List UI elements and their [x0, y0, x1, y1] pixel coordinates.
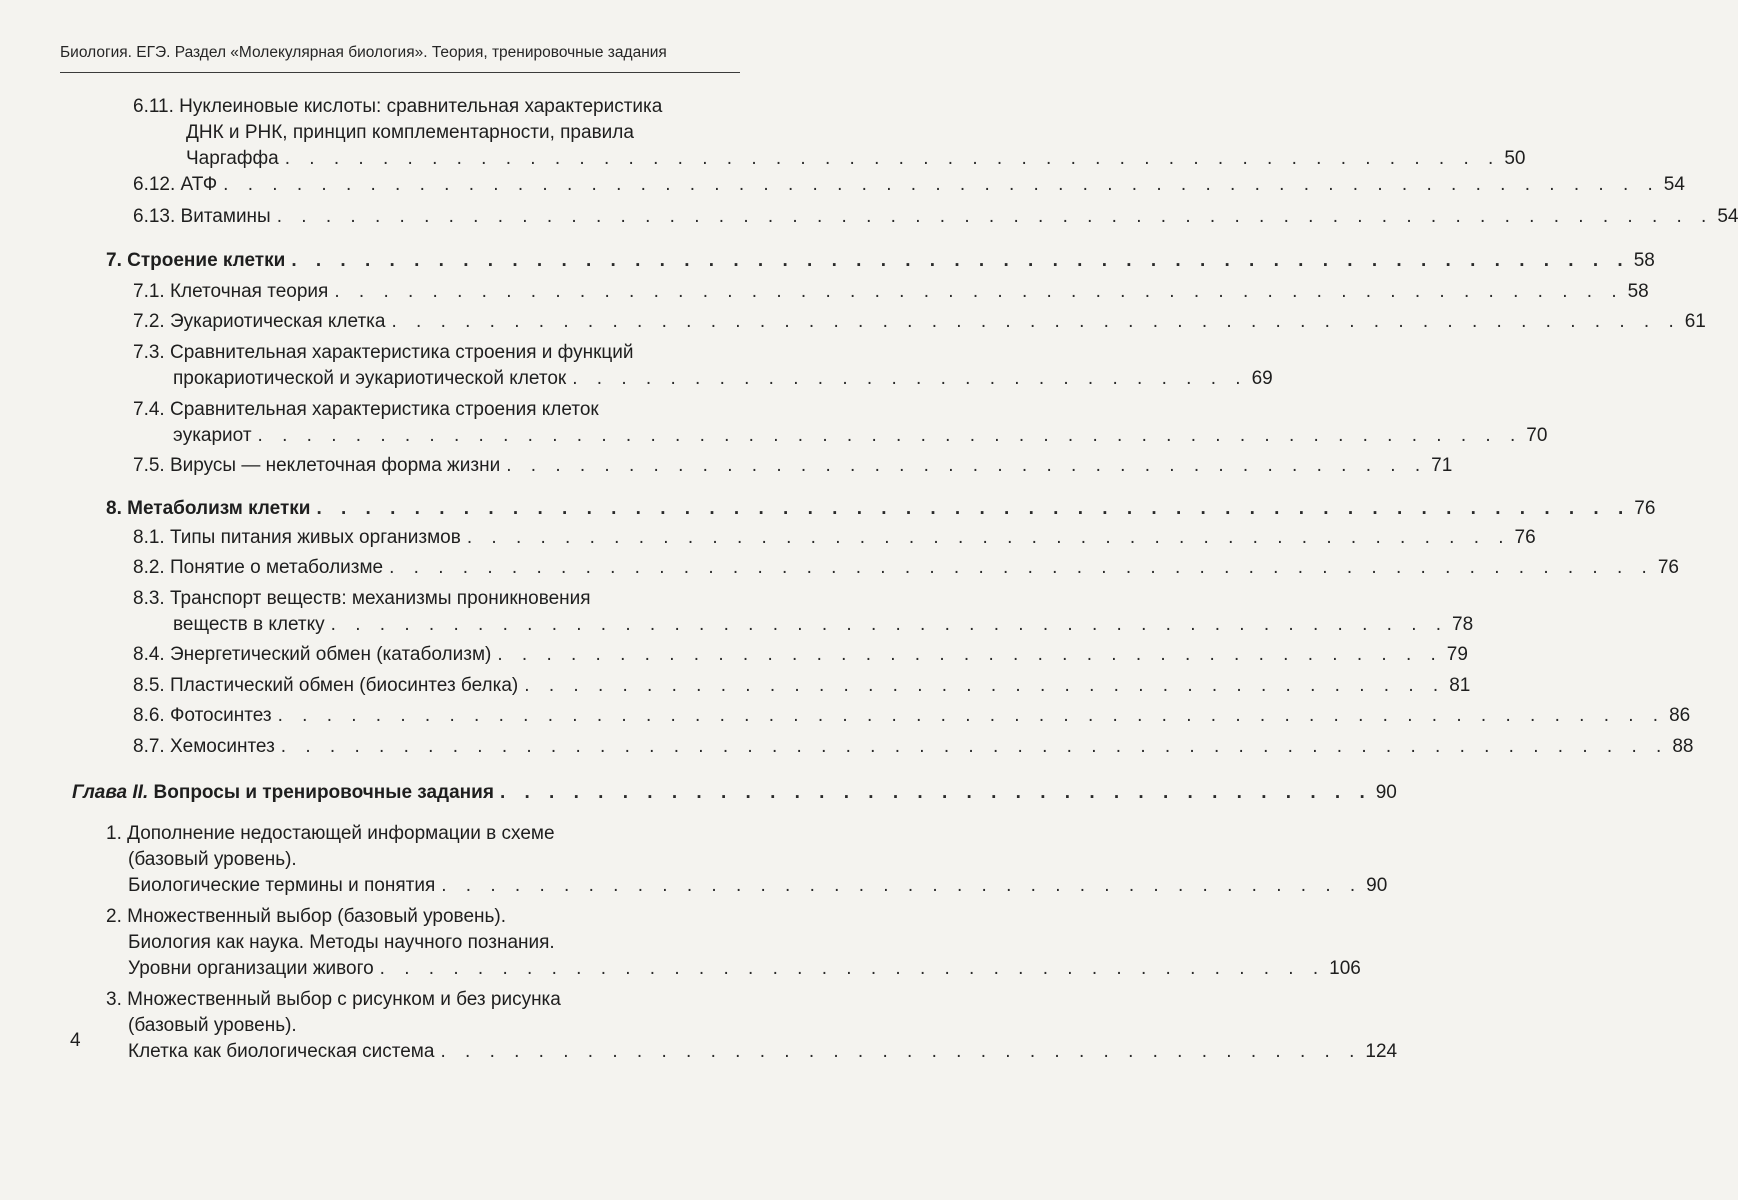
toc-section-8	[106, 496, 1656, 522]
toc-page-number: 54	[1663, 174, 1685, 195]
toc-entry-text: 6.11. Нуклеиновые кислоты: сравнительная характеристика	[133, 96, 663, 117]
dot-leader: . . . . . . . . . . . . . . . . . . . . . . . . . . . . . . . . . . . . . . . . . . . . . . . . . . . . . . . . . . .	[223, 174, 1660, 195]
toc-entry-title: 7.5. Вирусы — неклеточная форма жизни	[133, 455, 501, 476]
toc-page-number: 106	[1329, 958, 1361, 979]
dot-leader: . . . . . . . . . . . . . . . . . . . . . . . . . . . . . . . . . . . . . . . . . . . . . . . . . . . . .	[391, 311, 1681, 332]
toc-entry-8-6	[133, 703, 1691, 729]
toc-entry-text: 3. Множественный выбор с рисунком и без рисунка	[106, 989, 561, 1010]
toc-entry-title: Уровни организации живого	[128, 958, 374, 979]
toc-entry-task-1	[106, 821, 1388, 899]
header-rule	[60, 72, 740, 73]
toc-page-number: 70	[1526, 425, 1548, 446]
toc-entry-title: веществ в клетку	[173, 614, 325, 635]
dot-leader: . . . . . . . . . . . . . . . . . . . . . . . . . . . . . . . . . . . . . . . . . . . . . . . . . . . . . . . . .	[277, 705, 1666, 726]
dot-leader: . . . . . . . . . . . . . . . . . . . . . . . . . . . . . . . . . . . .	[499, 782, 1372, 803]
toc-entry-text: (базовый уровень).	[128, 1015, 297, 1036]
toc-entry-7-4	[133, 397, 1548, 449]
dot-leader: . . . . . . . . . . . . . . . . . . . . . . . . . . . . . . . . . . . . . . . . . . . . . . . . . . . .	[257, 425, 1523, 446]
toc-entry-title: 6.12. АТФ	[133, 174, 218, 195]
toc-page-number: 90	[1366, 875, 1388, 896]
toc-section-title: 7. Строение клетки	[106, 250, 286, 271]
chapter-prefix: Глава II.	[72, 782, 149, 803]
toc-page-number: 58	[1627, 281, 1649, 302]
toc-entry-8-3	[133, 586, 1474, 638]
toc-page-number: 69	[1251, 368, 1273, 389]
toc-page-number: 76	[1514, 527, 1536, 548]
dot-leader: . . . . . . . . . . . . . . . . . . . . . . . . . . . . . . . . . . . . . . . . . . . . . . . . . . . . . .	[316, 498, 1631, 519]
toc-entry-8-7	[133, 734, 1694, 760]
chapter-title: Вопросы и тренировочные задания	[153, 782, 494, 803]
toc-entry-6-12	[133, 172, 1685, 198]
dot-leader: . . . . . . . . . . . . . . . . . . . . . . . . . . . .	[572, 368, 1248, 389]
toc-section-7	[106, 248, 1655, 274]
running-header: Биология. ЕГЭ. Раздел «Молекулярная биология». Теория, тренировочные задания	[60, 44, 667, 61]
dot-leader: . . . . . . . . . . . . . . . . . . . . . . . . . . . . . . . . . . . . . . . . . . . . . .	[330, 614, 1449, 635]
toc-page-number: 54	[1717, 206, 1738, 227]
toc-entry-text: 7.3. Сравнительная характеристика строения и функций	[133, 342, 634, 363]
toc-entry-8-5	[133, 673, 1471, 699]
toc-entry-7-2	[133, 309, 1706, 335]
dot-leader: . . . . . . . . . . . . . . . . . . . . . . . . . . . . . . . . . . . . . . . . . . .	[466, 527, 1511, 548]
toc-entry-text: Биология как наука. Методы научного познания.	[128, 932, 555, 953]
toc-page-number: 81	[1449, 675, 1471, 696]
toc-entry-6-13	[133, 204, 1738, 230]
toc-entry-text: 2. Множественный выбор (базовый уровень).	[106, 906, 507, 927]
toc-page-number: 90	[1375, 782, 1397, 803]
dot-leader: . . . . . . . . . . . . . . . . . . . . . . . . . . . . . . . . . . . . . . .	[497, 644, 1443, 665]
page-number: 4	[70, 1030, 81, 1051]
toc-entry-title: 8.6. Фотосинтез	[133, 705, 272, 726]
toc-entry-7-5	[133, 453, 1453, 479]
toc-page-number: 61	[1684, 311, 1706, 332]
toc-page-number: 58	[1633, 250, 1655, 271]
toc-entry-7-3	[133, 340, 1273, 392]
toc-chapter-2	[72, 780, 1397, 806]
toc-entry-text: 8.3. Транспорт веществ: механизмы проникновения	[133, 588, 591, 609]
toc-page-number: 86	[1669, 705, 1691, 726]
toc-entry-title: 8.7. Хемосинтез	[133, 736, 275, 757]
toc-entry-title: Клетка как биологическая система	[128, 1041, 435, 1062]
dot-leader: . . . . . . . . . . . . . . . . . . . . . . . . . . . . . . . . . . . . . . . . . . . . . . . . . . . .	[389, 557, 1654, 578]
toc-entry-title: 8.1. Типы питания живых организмов	[133, 527, 461, 548]
dot-leader: . . . . . . . . . . . . . . . . . . . . . . . . . . . . . . . . . . . . . .	[441, 875, 1363, 896]
toc-section-title: 8. Метаболизм клетки	[106, 498, 311, 519]
dot-leader: . . . . . . . . . . . . . . . . . . . . . . . . . . . . . . . . . . . . . . .	[379, 958, 1326, 979]
toc-page-number: 71	[1431, 455, 1453, 476]
toc-entry-task-3	[106, 987, 1398, 1065]
toc-entry-title: прокариотической и эукариотической клеток	[173, 368, 567, 389]
dot-leader: . . . . . . . . . . . . . . . . . . . . . . . . . . . . . . . . . . . . . . . . . . . . . . . . . .	[284, 148, 1501, 169]
toc-entry-title: 8.4. Энергетический обмен (катаболизм)	[133, 644, 492, 665]
toc-entry-task-2	[106, 904, 1361, 982]
toc-entry-text: 7.4. Сравнительная характеристика строения клеток	[133, 399, 599, 420]
toc-page-number: 50	[1504, 148, 1526, 169]
toc-entry-title: Биологические термины и понятия	[128, 875, 436, 896]
toc-page-number: 78	[1452, 614, 1474, 635]
toc-entry-8-2	[133, 555, 1679, 581]
toc-page-number: 76	[1657, 557, 1679, 578]
toc-chapter-title	[72, 780, 494, 806]
dot-leader: . . . . . . . . . . . . . . . . . . . . . . . . . . . . . . . . . . . . . . . . . . . . . . . . . . . . .	[334, 281, 1624, 302]
toc-entry-8-1	[133, 525, 1536, 551]
toc-page-number: 76	[1634, 498, 1656, 519]
toc-entry-title: 7.2. Эукариотическая клетка	[133, 311, 386, 332]
toc-entry-title: Чаргаффа	[186, 148, 279, 169]
dot-leader: . . . . . . . . . . . . . . . . . . . . . . . . . . . . . . . . . . . . . .	[524, 675, 1446, 696]
toc-entry-text: (базовый уровень).	[128, 849, 297, 870]
toc-entry-title: 7.1. Клеточная теория	[133, 281, 329, 302]
toc-entry-title: 8.2. Понятие о метаболизме	[133, 557, 384, 578]
toc-entry-title: эукариот	[173, 425, 252, 446]
dot-leader: . . . . . . . . . . . . . . . . . . . . . . . . . . . . . . . . . . . . . .	[440, 1041, 1362, 1062]
toc-entry-text: 1. Дополнение недостающей информации в схеме	[106, 823, 555, 844]
toc-entry-title: 6.13. Витамины	[133, 206, 271, 227]
toc-entry-title: 8.5. Пластический обмен (биосинтез белка)	[133, 675, 519, 696]
dot-leader: . . . . . . . . . . . . . . . . . . . . . . . . . . . . . . . . . . . . . .	[506, 455, 1428, 476]
dot-leader: . . . . . . . . . . . . . . . . . . . . . . . . . . . . . . . . . . . . . . . . . . . . . . . . . . . . . . .	[291, 250, 1630, 271]
toc-entry-7-1	[133, 279, 1649, 305]
toc-entry-8-4	[133, 642, 1468, 668]
dot-leader: . . . . . . . . . . . . . . . . . . . . . . . . . . . . . . . . . . . . . . . . . . . . . . . . . . . . . . . . . . .	[276, 206, 1714, 227]
toc-page-number: 79	[1446, 644, 1468, 665]
toc-entry-6-11	[133, 94, 1526, 172]
toc-entry-text: ДНК и РНК, принцип комплементарности, правила	[186, 122, 634, 143]
toc-page-number: 88	[1672, 736, 1694, 757]
toc-page-number: 124	[1365, 1041, 1398, 1062]
dot-leader: . . . . . . . . . . . . . . . . . . . . . . . . . . . . . . . . . . . . . . . . . . . . . . . . . . . . . . . . .	[280, 736, 1669, 757]
